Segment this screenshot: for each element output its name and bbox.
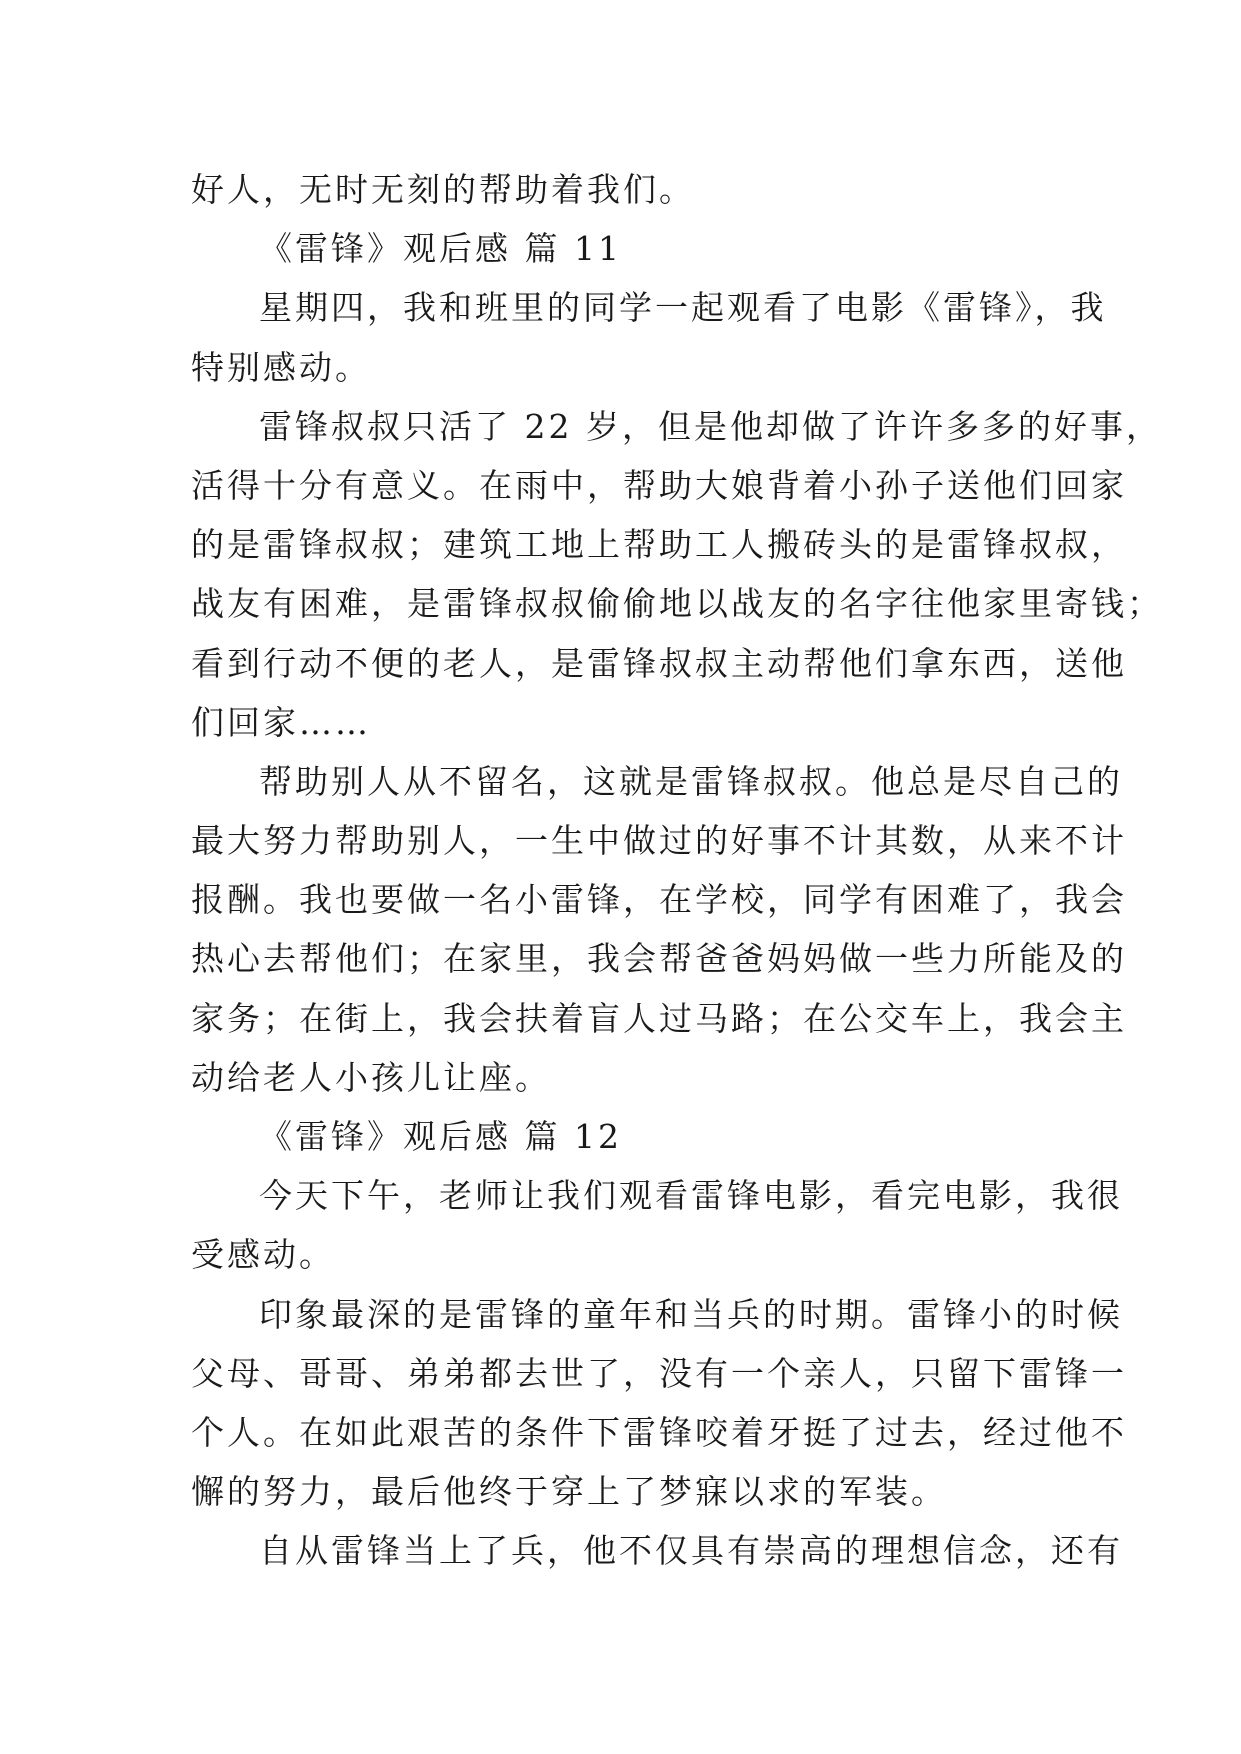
text-line: 们回家…… bbox=[191, 702, 371, 742]
text-line: 今天下午，老师让我们观看雷锋电影，看完电影，我很 bbox=[259, 1176, 1123, 1216]
text-line: 父母、哥哥、弟弟都去世了，没有一个亲人，只留下雷锋一 bbox=[191, 1353, 1127, 1393]
text-line: 最大努力帮助别人，一生中做过的好事不计其数，从来不计 bbox=[191, 821, 1127, 861]
text-line: 特别感动。 bbox=[191, 347, 371, 387]
text-line: 帮助别人从不留名，这就是雷锋叔叔。他总是尽自己的 bbox=[259, 761, 1123, 801]
text-line: 受感动。 bbox=[191, 1235, 335, 1275]
text-line: 的是雷锋叔叔；建筑工地上帮助工人搬砖头的是雷锋叔叔， bbox=[191, 525, 1127, 565]
text-line: 好人，无时无刻的帮助着我们。 bbox=[191, 170, 695, 209]
text-line: 看到行动不便的老人，是雷锋叔叔主动帮他们拿东西，送他 bbox=[191, 643, 1127, 683]
text-line: 懈的努力，最后他终于穿上了梦寐以求的军装。 bbox=[191, 1472, 947, 1512]
text-line: 雷锋叔叔只活了 22 岁，但是他却做了许许多多的好事， bbox=[259, 406, 1162, 446]
body-text bbox=[191, 160, 1163, 1581]
text-line: 报酬。我也要做一名小雷锋，在学校，同学有困难了，我会 bbox=[191, 880, 1127, 920]
text-line: 活得十分有意义。在雨中，帮助大娘背着小孙子送他们回家 bbox=[191, 465, 1127, 505]
section-heading-11: 《雷锋》观后感 篇 11 bbox=[259, 229, 622, 269]
text-line: 自从雷锋当上了兵，他不仅具有崇高的理想信念，还有 bbox=[259, 1531, 1123, 1571]
text-line: 家务；在街上，我会扶着盲人过马路；在公交车上，我会主 bbox=[191, 998, 1127, 1038]
text-line: 星期四，我和班里的同学一起观看了电影《雷锋》，我 bbox=[259, 288, 1107, 328]
text-line: 动给老人小孩儿让座。 bbox=[191, 1057, 551, 1097]
text-line: 个人。在如此艰苦的条件下雷锋咬着牙挺了过去，经过他不 bbox=[191, 1412, 1127, 1452]
text-line: 战友有困难，是雷锋叔叔偷偷地以战友的名字往他家里寄钱； bbox=[191, 584, 1163, 624]
text-line: 印象最深的是雷锋的童年和当兵的时期。雷锋小的时候 bbox=[259, 1294, 1123, 1334]
text-line: 热心去帮他们；在家里，我会帮爸爸妈妈做一些力所能及的 bbox=[191, 939, 1127, 979]
section-heading-12: 《雷锋》观后感 篇 12 bbox=[259, 1117, 622, 1156]
